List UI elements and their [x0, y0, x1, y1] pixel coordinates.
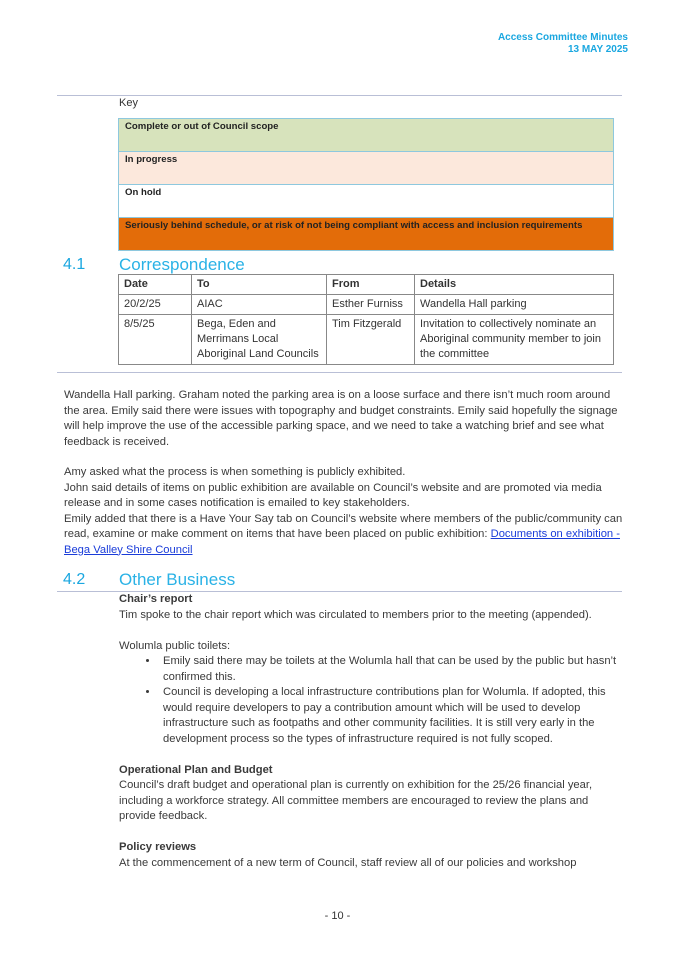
cell-date: 20/2/25	[119, 295, 192, 315]
key-item-behind-schedule: Seriously behind schedule, or at risk of not being compliant with access and inclusion requirements	[119, 218, 614, 251]
document-header	[498, 32, 628, 56]
cell-from: Esther Furniss	[327, 295, 415, 315]
section-number-4-2: 4.2	[63, 571, 86, 588]
wandella-parking-paragraph: Wandella Hall parking. Graham noted the parking area is on a loose surface and there isn’t much room around the area. Emily said there were issues with topography and budget constraints. Emily said hopefully the signage will help improve the use of the accessible parking space, and we need to take a watching brief and see what feedback is received.	[64, 389, 618, 448]
budget-heading: Operational Plan and Budget	[119, 763, 273, 776]
section-number-4-1: 4.1	[63, 256, 86, 273]
key-item-in-progress: In progress	[119, 152, 614, 185]
chairs-report-text: Tim spoke to the chair report which was circulated to members prior to the meeting (appended).	[119, 608, 592, 621]
header-date: 13 MAY 2025	[567, 44, 628, 55]
policy-reviews-text: At the commencement of a new term of Council, staff review all of our policies and workshop	[119, 856, 577, 869]
cell-details: Wandella Hall parking	[415, 295, 614, 315]
chairs-report-heading: Chair’s report	[119, 593, 193, 605]
key-item-on-hold: On hold	[119, 185, 614, 218]
documents-on-exhibition-link[interactable]: Documents on exhibition - Bega Valley Shire Council	[64, 528, 620, 556]
header-rule	[57, 95, 622, 96]
column-header-to: To	[192, 275, 327, 295]
key-item-complete: Complete or out of Council scope	[119, 119, 614, 152]
budget-text: Council’s draft budget and operational plan is currently on exhibition for the 25/26 financial year, including a workforce strategy. All committee members are encouraged to review the plans and provide feedback.	[119, 779, 593, 822]
other-business-body	[119, 592, 624, 871]
emily-comment-body: Emily added that there is a Have Your Say tab on Council’s website where members of the public/community can read, examine or make comment on items that have been placed on public exhibition:	[64, 512, 623, 540]
section-rule	[57, 372, 622, 373]
john-answer-text: John said details of items on public exhibition are available on Council’s website and are promoted via media release and in some cases notification is emailed to key stakeholders.	[64, 481, 602, 509]
cell-date: 8/5/25	[119, 315, 192, 365]
key-label: Key	[119, 97, 138, 109]
section-title-correspondence: Correspondence	[119, 255, 245, 274]
page-number: - 10 -	[324, 910, 351, 922]
column-header-date: Date	[119, 275, 192, 295]
table-header-row	[119, 275, 614, 295]
list-item: • Council is developing a local infrastructure contributions plan for Wolumla. If adopted, this would require developers to pay a contribution amount which will be used to develop infrastructure such as footpaths and other community facilities. It is still very early in the development process so the types of infrastructure required is not fully scoped.	[159, 685, 624, 747]
table-row	[119, 315, 614, 365]
amy-question-text: Amy asked what the process is when something is publicly exhibited.	[64, 466, 406, 478]
wolumla-toilets-list	[119, 654, 624, 747]
list-item: • Emily said there may be toilets at the Wolumla hall that can be used by the public but hasn’t confirmed this.	[159, 654, 624, 685]
exhibition-paragraph	[64, 465, 624, 558]
status-key-table	[118, 118, 614, 251]
section-title-other-business: Other Business	[119, 570, 236, 589]
emily-comment-text	[64, 512, 624, 559]
correspondence-table	[118, 274, 614, 365]
wolumla-toilets-heading: Wolumla public toilets:	[119, 639, 231, 652]
cell-to: AIAC	[192, 295, 327, 315]
header-title: Access Committee Minutes	[497, 32, 628, 43]
cell-to: Bega, Eden and Merrimans Local Aboriginal Land Councils	[192, 315, 327, 365]
cell-details: Invitation to collectively nominate an Aboriginal community member to join the committee	[415, 315, 614, 365]
cell-from: Tim Fitzgerald	[327, 315, 415, 365]
policy-reviews-heading: Policy reviews	[119, 841, 197, 853]
table-row	[119, 295, 614, 315]
column-header-details: Details	[415, 275, 614, 295]
column-header-from: From	[327, 275, 415, 295]
